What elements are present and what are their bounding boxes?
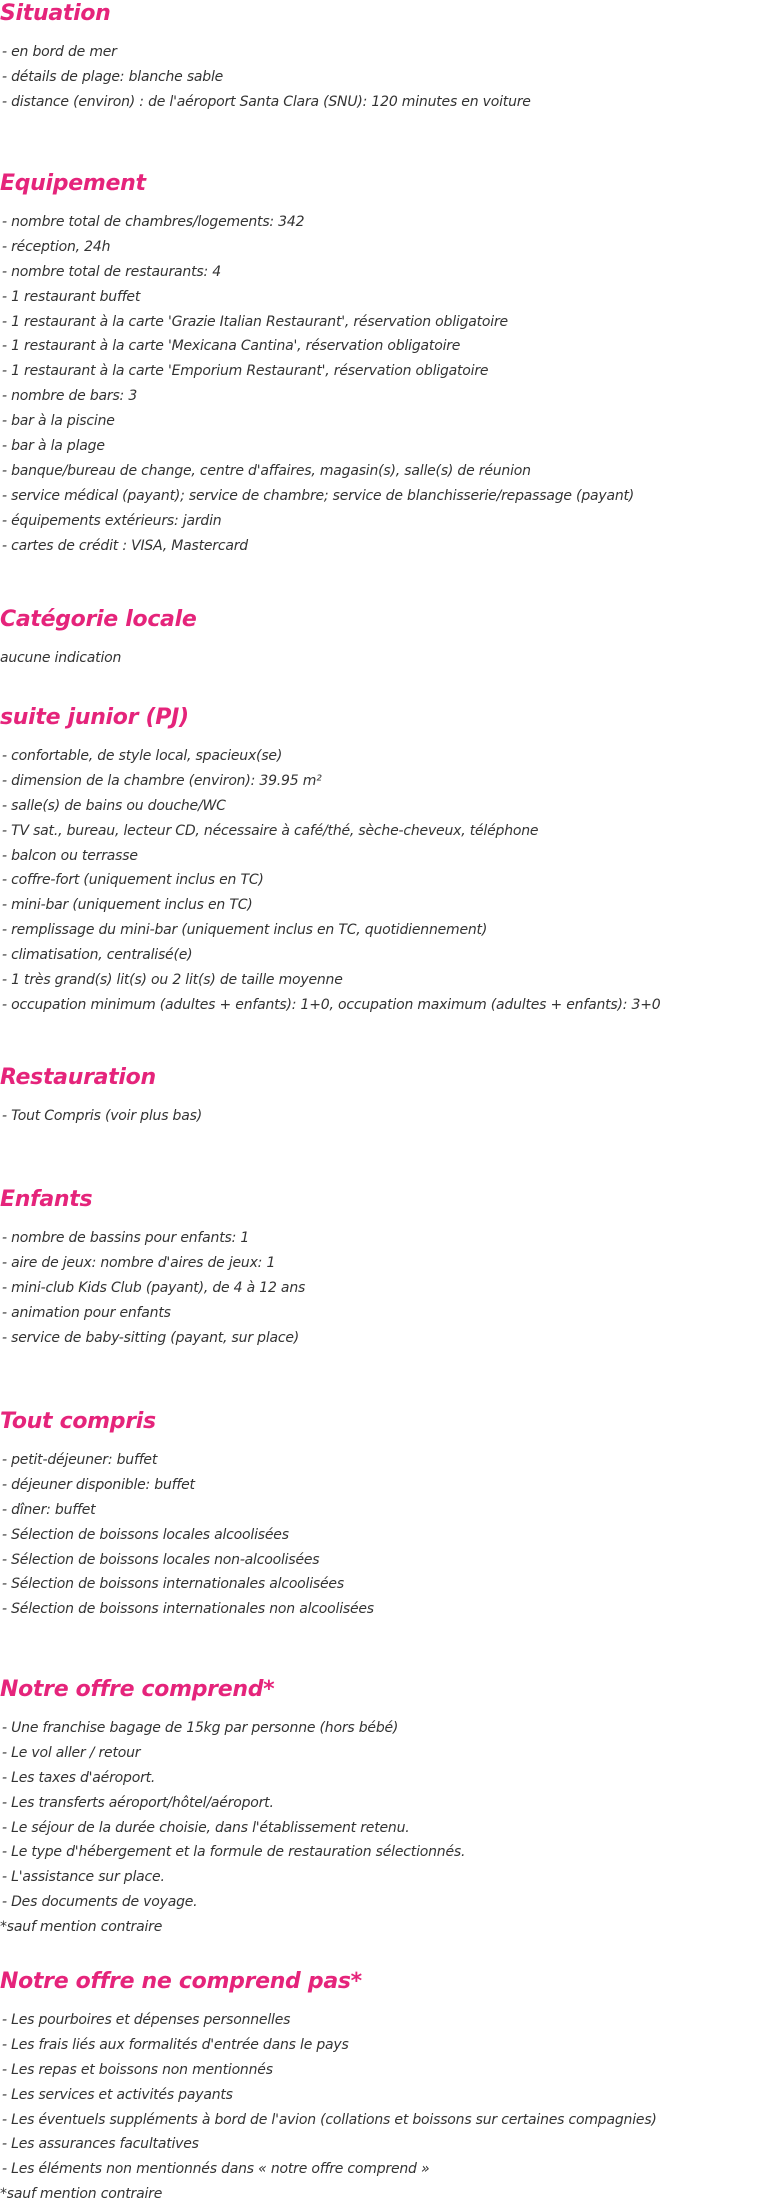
section-restauration: [0, 1064, 758, 1124]
list-item: - salle(s) de bains ou douche/WC: [2, 797, 226, 814]
section-categorie: [0, 606, 758, 666]
footnote: *sauf mention contraire: [0, 2186, 163, 2203]
list-item: - aire de jeux: nombre d'aires de jeux: 1: [2, 1254, 276, 1271]
section-title: suite junior (PJ): [0, 705, 189, 730]
list-item: - Les services et activités payants: [2, 2086, 233, 2103]
list-item: - Les assurances facultatives: [2, 2136, 199, 2153]
section-title: Notre offre comprend*: [0, 1677, 275, 1702]
list-item: - Les repas et boissons non mentionnés: [2, 2061, 273, 2078]
list-item: - 1 restaurant à la carte 'Emporium Restaurant', réservation obligatoire: [2, 363, 489, 380]
section-items: [0, 1716, 465, 1940]
list-item: - dîner: buffet: [2, 1501, 96, 1518]
list-item: - Les pourboires et dépenses personnelles: [2, 2012, 291, 2028]
list-item: - mini-club Kids Club (payant), de 4 à 12 ans: [2, 1279, 306, 1296]
list-item: - Les frais liés aux formalités d'entrée dans le pays: [2, 2036, 349, 2053]
list-item: - confortable, de style local, spacieux(se): [2, 748, 283, 764]
list-item: - service médical (payant); service de chambre; service de blanchisserie/repassage (payant): [2, 487, 635, 504]
list-item: - 1 restaurant à la carte 'Mexicana Cantina', réservation obligatoire: [2, 338, 461, 355]
list-item: - Le type d'hébergement et la formule de restauration sélectionnés.: [2, 1844, 466, 1861]
list-item: - réception, 24h: [2, 238, 111, 255]
section-suite-junior: [0, 704, 758, 1013]
list-item: - L'assistance sur place.: [2, 1869, 165, 1886]
list-item: - 1 restaurant buffet: [2, 288, 141, 305]
list-item: - TV sat., bureau, lecteur CD, nécessaire à café/thé, sèche-cheveux, téléphone: [2, 822, 539, 839]
list-item: - occupation minimum (adultes + enfants): 1+0, occupation maximum (adultes + enfants): 3+0: [2, 996, 661, 1013]
list-item: - banque/bureau de change, centre d'affaires, magasin(s), salle(s) de réunion: [2, 462, 531, 479]
list-item: - mini-bar (uniquement inclus en TC): [2, 897, 253, 914]
list-item: - balcon ou terrasse: [2, 847, 138, 864]
section-items: [0, 1104, 202, 1129]
list-item: - Des documents de voyage.: [2, 1894, 198, 1911]
list-item: - coffre-fort (uniquement inclus en TC): [2, 872, 264, 889]
list-item: - animation pour enfants: [2, 1304, 171, 1321]
list-item: - bar à la piscine: [2, 413, 115, 430]
section-items: [0, 646, 121, 671]
section-title: Notre offre ne comprend pas*: [0, 1969, 362, 1994]
list-item: - nombre total de restaurants: 4: [2, 263, 221, 280]
list-item: - nombre de bars: 3: [2, 388, 138, 405]
list-item: - 1 restaurant à la carte 'Grazie Italian Restaurant', réservation obligatoire: [2, 313, 508, 330]
list-item: - Les transferts aéroport/hôtel/aéroport.: [2, 1794, 274, 1811]
list-item: - 1 très grand(s) lit(s) ou 2 lit(s) de taille moyenne: [2, 972, 343, 989]
list-item: - Sélection de boissons internationales alcoolisées: [2, 1576, 344, 1593]
section-offre-comprend: [0, 1676, 758, 1936]
section-tout-compris: [0, 1408, 758, 1618]
section-items: [0, 210, 634, 558]
list-item: - nombre de bassins pour enfants: 1: [2, 1230, 250, 1246]
section-items: [0, 40, 531, 115]
section-equipement: [0, 170, 758, 554]
section-items: [0, 1226, 305, 1350]
list-item: - Sélection de boissons locales non-alcoolisées: [2, 1551, 320, 1568]
list-item: - cartes de crédit : VISA, Mastercard: [2, 537, 248, 554]
footnote: *sauf mention contraire: [0, 1919, 163, 1936]
list-item: - Tout Compris (voir plus bas): [2, 1108, 202, 1124]
section-items: [0, 744, 661, 1018]
list-item: - Le vol aller / retour: [2, 1744, 141, 1761]
section-title: Restauration: [0, 1065, 156, 1090]
list-item: - service de baby-sitting (payant, sur place): [2, 1329, 300, 1346]
list-item: - petit-déjeuner: buffet: [2, 1452, 158, 1468]
list-item: - Sélection de boissons locales alcoolisées: [2, 1526, 289, 1543]
list-item: - dimension de la chambre (environ): 39.95 m²: [2, 772, 322, 789]
list-item: - en bord de mer: [2, 44, 117, 60]
section-title: Situation: [0, 1, 111, 26]
list-item: - Le séjour de la durée choisie, dans l'établissement retenu.: [2, 1819, 410, 1836]
list-item: - climatisation, centralisé(e): [2, 947, 193, 964]
section-title: Enfants: [0, 1187, 93, 1212]
section-title: Tout compris: [0, 1409, 156, 1434]
list-item: - déjeuner disponible: buffet: [2, 1476, 195, 1493]
list-item: - détails de plage: blanche sable: [2, 68, 224, 85]
section-title: Equipement: [0, 171, 146, 196]
section-enfants: [0, 1186, 758, 1346]
list-item: aucune indication: [0, 650, 122, 666]
section-items: [0, 2008, 657, 2207]
section-situation: [0, 0, 758, 110]
section-title: Catégorie locale: [0, 607, 197, 632]
list-item: - nombre total de chambres/logements: 342: [2, 214, 305, 230]
list-item: - Les éléments non mentionnés dans « notre offre comprend »: [2, 2161, 430, 2178]
list-item: - remplissage du mini-bar (uniquement inclus en TC, quotidiennement): [2, 922, 488, 939]
list-item: - Les taxes d'aéroport.: [2, 1769, 156, 1786]
section-offre-ne-comprend-pas: [0, 1968, 758, 2203]
section-items: [0, 1448, 374, 1622]
list-item: - distance (environ) : de l'aéroport Santa Clara (SNU): 120 minutes en voiture: [2, 93, 531, 110]
list-item: - Sélection de boissons internationales non alcoolisées: [2, 1601, 374, 1618]
list-item: - Les éventuels suppléments à bord de l'avion (collations et boissons sur certaines compagnies): [2, 2111, 657, 2128]
list-item: - Une franchise bagage de 15kg par personne (hors bébé): [2, 1720, 399, 1736]
list-item: - bar à la plage: [2, 438, 105, 455]
list-item: - équipements extérieurs: jardin: [2, 512, 222, 529]
